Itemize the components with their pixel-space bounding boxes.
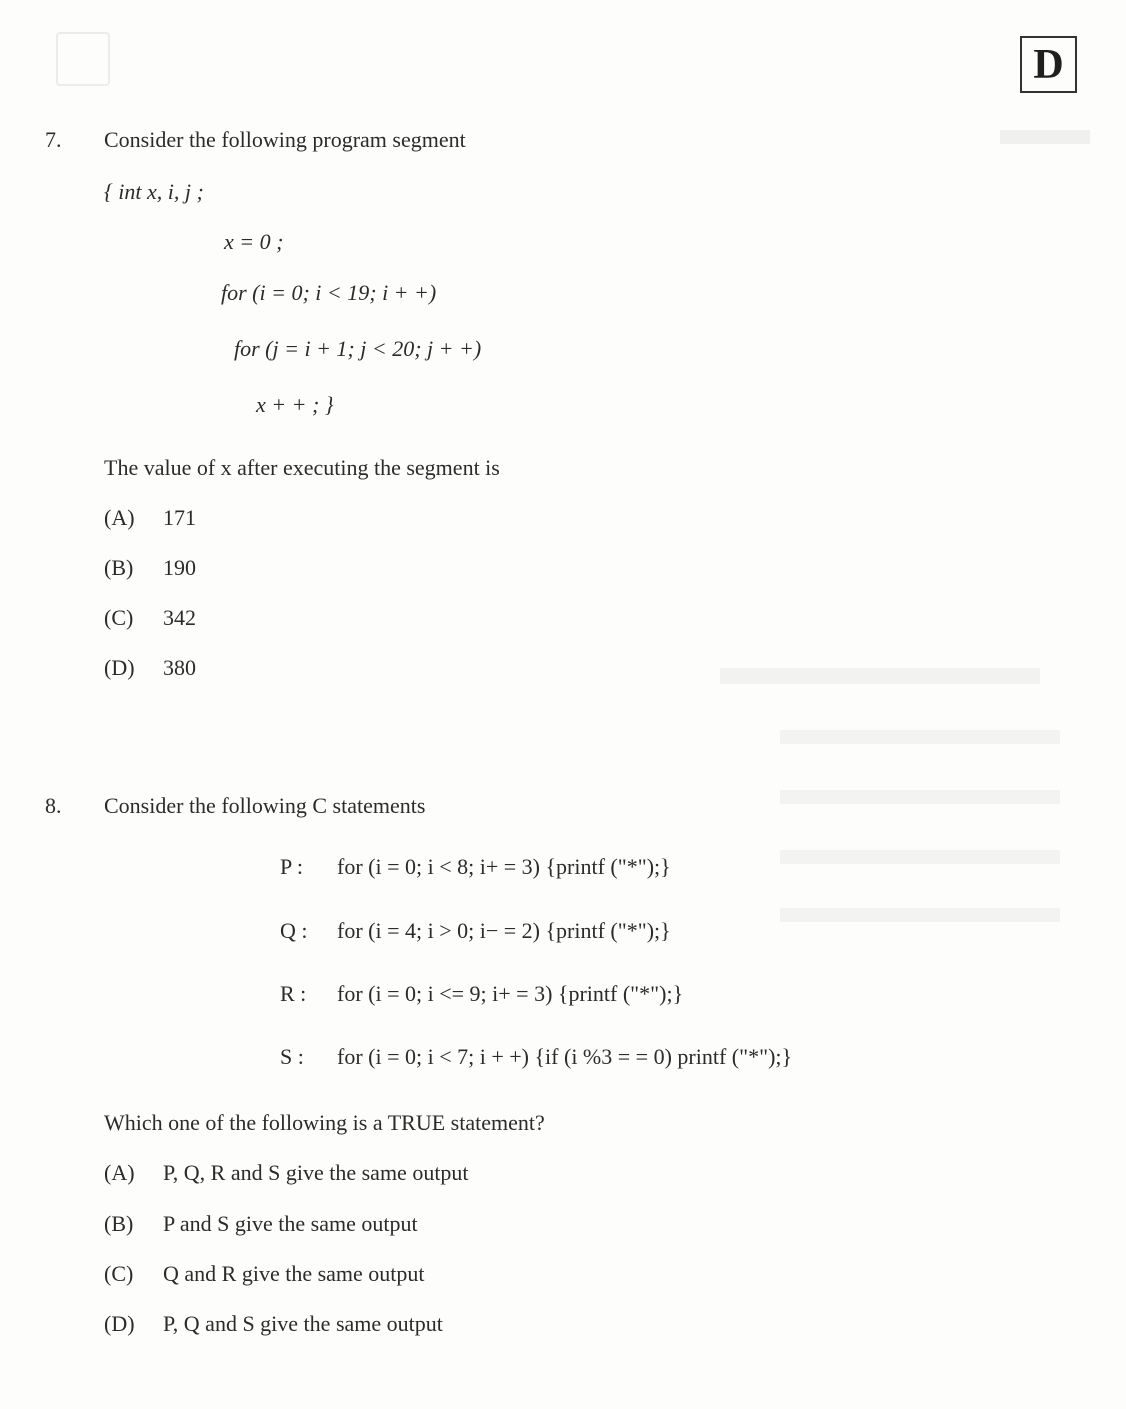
q7-option-c-text: 342: [163, 605, 196, 630]
code-line-5: x + + ; }: [256, 392, 334, 417]
q7-option-b-text: 190: [163, 555, 196, 580]
statement-q-code: for (i = 4; i > 0; i− = 2) {printf ("*");}: [337, 918, 671, 943]
q7-option-a-label: (A): [104, 505, 135, 530]
q8-option-c-label: (C): [104, 1261, 134, 1286]
q8-option-b-text: P and S give the same output: [163, 1211, 418, 1236]
statement-p-code: for (i = 0; i < 8; i+ = 3) {printf ("*");}: [337, 854, 671, 879]
question-8-text: Which one of the following is a TRUE statement?: [104, 1110, 545, 1135]
bleed-through-text: [720, 668, 1040, 684]
q8-option-d-text: P, Q and S give the same output: [163, 1311, 443, 1336]
statement-r-label: R :: [280, 981, 307, 1006]
set-code: D: [1033, 41, 1064, 88]
code-line-2: x = 0 ;: [224, 229, 284, 254]
bleed-through-text: [780, 850, 1060, 864]
bleed-through-text: [780, 908, 1060, 922]
question-7-number: 7.: [45, 127, 62, 152]
q7-option-d-label: (D): [104, 655, 135, 680]
question-8-number: 8.: [45, 793, 62, 818]
q8-option-d-label: (D): [104, 1311, 135, 1336]
q8-option-c-text: Q and R give the same output: [163, 1261, 425, 1286]
q8-option-a-text: P, Q, R and S give the same output: [163, 1160, 469, 1185]
question-7-text: The value of x after executing the segment is: [104, 455, 500, 480]
q7-option-b-label: (B): [104, 555, 134, 580]
q7-option-a-text: 171: [163, 505, 196, 530]
question-7-prompt: Consider the following program segment: [104, 127, 466, 152]
statement-p-label: P :: [280, 854, 304, 879]
set-code-box: [1020, 36, 1077, 93]
q7-option-c-label: (C): [104, 605, 134, 630]
q8-option-a-label: (A): [104, 1160, 135, 1185]
bleed-through-text: [1000, 130, 1090, 144]
statement-q-label: Q :: [280, 918, 308, 943]
bleed-through-mark: [56, 32, 110, 86]
q8-option-b-label: (B): [104, 1211, 134, 1236]
q7-option-d-text: 380: [163, 655, 196, 680]
code-line-3: for (i = 0; i < 19; i + +): [221, 280, 437, 305]
question-8-prompt: Consider the following C statements: [104, 793, 426, 818]
statement-s-code: for (i = 0; i < 7; i + +) {if (i %3 = = 0) printf ("*");}: [337, 1044, 793, 1069]
bleed-through-text: [780, 790, 1060, 804]
statement-r-code: for (i = 0; i <= 9; i+ = 3) {printf ("*");}: [337, 981, 684, 1006]
bleed-through-text: [780, 730, 1060, 744]
code-line-4: for (j = i + 1; j < 20; j + +): [234, 336, 482, 361]
statement-s-label: S :: [280, 1044, 304, 1069]
code-line-1: { int x, i, j ;: [104, 179, 204, 204]
